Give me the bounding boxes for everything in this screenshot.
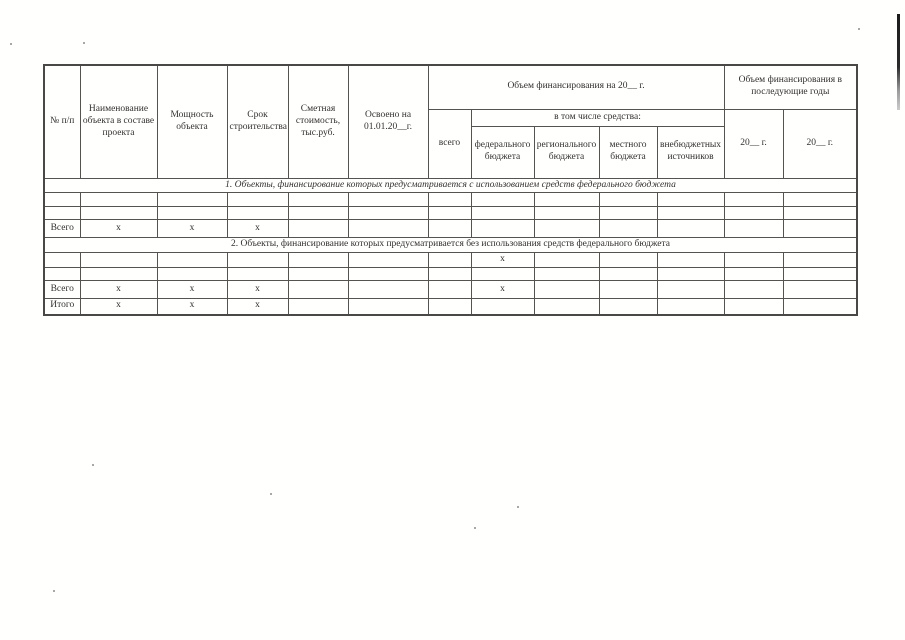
column-header-federal-budget: федерального бюджета — [471, 126, 534, 178]
section-1-total-row — [44, 220, 857, 238]
column-header-extrabudgetary-sources: внебюджетных источников — [657, 126, 724, 178]
x-mark: х — [157, 220, 227, 238]
section-1-title-row — [44, 178, 857, 193]
column-header-construction-term: Срок строительства — [227, 65, 288, 178]
scan-artifact-dot — [474, 527, 476, 529]
x-mark: х — [157, 299, 227, 315]
group-header-financing-future-years: Объем финансирования в последующие годы — [724, 65, 857, 109]
x-mark: х — [227, 220, 288, 238]
grand-total-label: Итого — [44, 299, 80, 315]
column-header-local-budget: местного бюджета — [599, 126, 657, 178]
scan-artifact-dot — [53, 590, 55, 592]
section-2-title: 2. Объекты, финансирование которых предусматривается без использования средств федерального бюджета — [44, 238, 857, 253]
column-header-total: всего — [428, 109, 471, 178]
column-header-capacity: Мощность объекта — [157, 65, 227, 178]
x-mark: х — [471, 253, 534, 268]
column-header-spent: Освоено на 01.01.20__г. — [348, 65, 428, 178]
x-mark: х — [471, 281, 534, 299]
section-2-total-row — [44, 281, 857, 299]
x-mark: х — [157, 281, 227, 299]
table-row — [44, 253, 857, 268]
total-label: Всего — [44, 220, 80, 238]
scan-edge-artifact — [897, 14, 900, 110]
x-mark: х — [80, 220, 157, 238]
column-header-regional-budget: регионального бюджета — [534, 126, 599, 178]
column-header-estimated-cost: Сметная стоимость, тыс.руб. — [288, 65, 348, 178]
table-row — [44, 193, 857, 207]
grand-total-row — [44, 299, 857, 315]
section-2-title-row — [44, 238, 857, 253]
x-mark: х — [80, 281, 157, 299]
section-1-title: 1. Объекты, финансирование которых предусматривается с использованием средств федерального бюджета — [44, 178, 857, 193]
table-row — [44, 207, 857, 220]
financing-table — [43, 64, 858, 316]
group-header-financing-current-year: Объем финансирования на 20__ г. — [428, 65, 724, 109]
column-header-object-name: Наименование объекта в составе проекта — [80, 65, 157, 178]
scan-artifact-dot — [92, 464, 94, 466]
x-mark: х — [227, 299, 288, 315]
scan-artifact-dot — [858, 28, 860, 30]
column-header-year-2: 20__ г. — [783, 109, 857, 178]
total-label: Всего — [44, 281, 80, 299]
scan-artifact-dot — [270, 493, 272, 495]
group-header-including-sources: в том числе средства: — [471, 109, 724, 126]
scan-artifact-dot — [517, 506, 519, 508]
x-mark: х — [80, 299, 157, 315]
column-header-number: № п/п — [44, 65, 80, 178]
header-row-top — [44, 65, 857, 109]
scan-artifact-dot — [83, 42, 85, 44]
table-row — [44, 268, 857, 281]
x-mark: х — [227, 281, 288, 299]
scan-artifact-dot — [10, 43, 12, 45]
column-header-year-1: 20__ г. — [724, 109, 783, 178]
